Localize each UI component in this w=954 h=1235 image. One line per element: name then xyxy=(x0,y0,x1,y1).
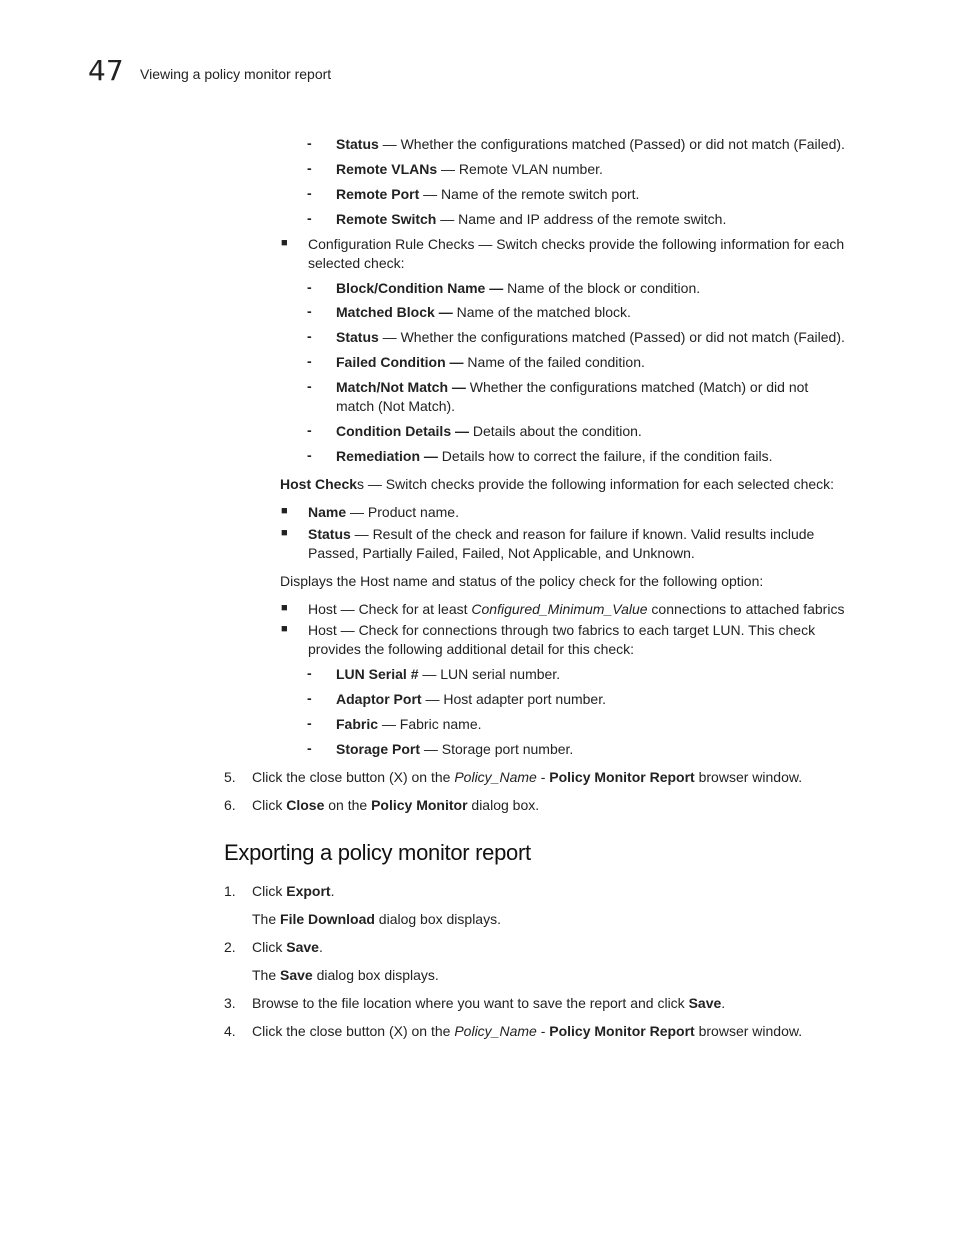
dash-bullet: - xyxy=(307,378,312,394)
square-bullet: ■ xyxy=(281,527,288,539)
list-item: Condition Details — Details about the condition. xyxy=(336,423,642,439)
list-item: Storage Port — Storage port number. xyxy=(336,741,574,757)
list-item: Status — Result of the check and reason for failure if known. Valid results include xyxy=(308,526,815,542)
step-number: 5. xyxy=(224,769,236,785)
square-bullet: ■ xyxy=(281,505,288,517)
export-step-2-note: The Save dialog box displays. xyxy=(252,967,439,983)
list-item: Remote Switch — Name and IP address of the remote switch. xyxy=(336,211,727,227)
list-item: Status — Whether the configurations matched (Passed) or did not match (Failed). xyxy=(336,136,845,152)
list-item: Fabric — Fabric name. xyxy=(336,716,482,732)
host-option-1: Host — Check for at least Configured_Minimum_Value connections to attached fabrics xyxy=(308,601,845,617)
dash-bullet: - xyxy=(307,303,312,319)
list-item: Remediation — Details how to correct the failure, if the condition fails. xyxy=(336,448,773,464)
export-step-4: Click the close button (X) on the Policy_Name - Policy Monitor Report browser window. xyxy=(252,1023,803,1039)
step-6: Click Close on the Policy Monitor dialog box. xyxy=(252,797,540,813)
step-number: 6. xyxy=(224,797,236,813)
list-item: Adaptor Port — Host adapter port number. xyxy=(336,691,606,707)
export-step-1: Click Export. xyxy=(252,883,335,899)
chapter-title: Viewing a policy monitor report xyxy=(140,66,332,82)
dash-bullet: - xyxy=(307,135,312,151)
list-item: Name — Product name. xyxy=(308,504,459,520)
step-5: Click the close button (X) on the Policy_Name - Policy Monitor Report browser window. xyxy=(252,769,803,785)
list-item: Status — Whether the configurations matched (Passed) or did not match (Failed). xyxy=(336,329,845,345)
export-step-1-note: The File Download dialog box displays. xyxy=(252,911,501,927)
host-option-2-line-2: provides the following additional detail for this check: xyxy=(308,641,635,657)
square-bullet: ■ xyxy=(281,602,288,614)
dash-bullet: - xyxy=(307,715,312,731)
dash-bullet: - xyxy=(307,447,312,463)
list-item-continuation: match (Not Match). xyxy=(336,398,456,414)
section-heading: Exporting a policy monitor report xyxy=(224,840,531,865)
dash-bullet: - xyxy=(307,740,312,756)
dash-bullet: - xyxy=(307,185,312,201)
square-bullet: ■ xyxy=(281,623,288,635)
displays-paragraph: Displays the Host name and status of the policy check for the following option: xyxy=(280,573,764,589)
dash-bullet: - xyxy=(307,422,312,438)
list-item: Remote VLANs — Remote VLAN number. xyxy=(336,161,603,177)
dash-bullet: - xyxy=(307,665,312,681)
config-rule-line-2: selected check: xyxy=(308,255,405,271)
list-item-continuation: Passed, Partially Failed, Failed, Not Applicable, and Unknown. xyxy=(308,545,695,561)
dash-bullet: - xyxy=(307,210,312,226)
dash-bullet: - xyxy=(307,353,312,369)
host-option-2-line-1: Host — Check for connections through two fabrics to each target LUN. This check xyxy=(308,622,816,638)
list-item: Remote Port — Name of the remote switch port. xyxy=(336,186,640,202)
dash-bullet: - xyxy=(307,279,312,295)
export-step-2: Click Save. xyxy=(252,939,323,955)
square-bullet: ■ xyxy=(281,237,288,249)
list-item: LUN Serial # — LUN serial number. xyxy=(336,666,561,682)
dash-bullet: - xyxy=(307,160,312,176)
list-item: Block/Condition Name — Name of the block or condition. xyxy=(336,280,701,296)
dash-bullet: - xyxy=(307,690,312,706)
dash-bullet: - xyxy=(307,328,312,344)
step-number: 1. xyxy=(224,883,236,899)
export-step-3: Browse to the file location where you want to save the report and click Save. xyxy=(252,995,726,1011)
step-number: 4. xyxy=(224,1023,236,1039)
step-number: 3. xyxy=(224,995,236,1011)
step-number: 2. xyxy=(224,939,236,955)
chapter-number: 47 xyxy=(88,54,124,87)
config-rule-line-1: Configuration Rule Checks — Switch checks provide the following information for each xyxy=(308,236,845,252)
list-item: Match/Not Match — Whether the configurations matched (Match) or did not xyxy=(336,379,809,395)
list-item: Matched Block — Name of the matched block. xyxy=(336,304,631,320)
host-checks-paragraph: Host Checks — Switch checks provide the following information for each selected check: xyxy=(280,476,835,492)
list-item: Failed Condition — Name of the failed condition. xyxy=(336,354,645,370)
